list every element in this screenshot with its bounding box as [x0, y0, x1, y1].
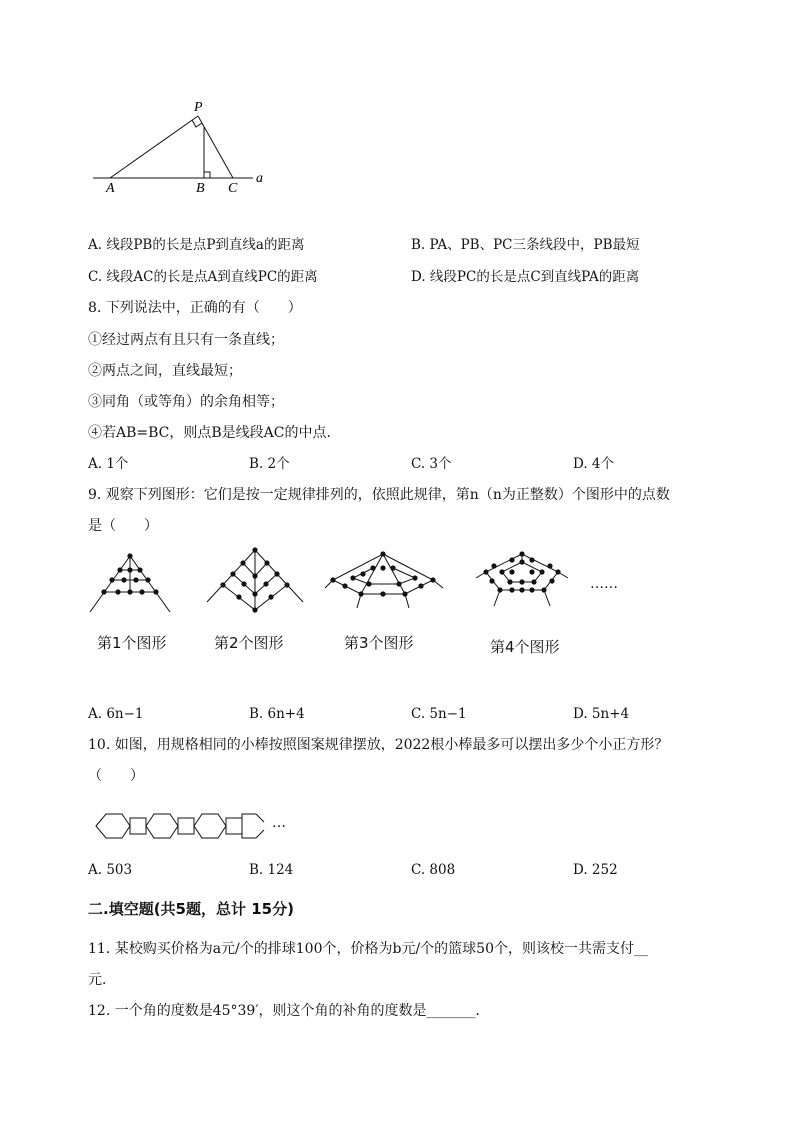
q9-pattern-figure-2	[205, 546, 305, 618]
label-a: a	[256, 171, 263, 186]
label-B: B	[196, 181, 205, 196]
q7-option-c[interactable]: C. 线段AC的长是点A到直线PC的距离	[88, 269, 318, 285]
q8-option-d[interactable]: D. 4个	[573, 456, 615, 472]
label-P: P	[194, 100, 203, 115]
segment-PC	[198, 116, 233, 178]
q8-statement-2: ②两点之间，直线最短；	[88, 363, 242, 379]
q10-stem-line2: （ ）	[88, 768, 144, 784]
q10-ellipsis: …	[272, 815, 286, 831]
q10-option-d[interactable]: D. 252	[573, 862, 618, 878]
q10-option-c[interactable]: C. 808	[411, 862, 456, 878]
q8-stem: 8. 下列说法中，正确的有（ ）	[88, 300, 302, 316]
segment-PA	[110, 116, 198, 178]
q8-statement-4: ④若AB=BC，则点B是线段AC的中点．	[88, 425, 341, 441]
q9-option-c[interactable]: C. 5n−1	[411, 706, 467, 722]
q9-option-a[interactable]: A. 6n−1	[88, 706, 144, 722]
q11-line2: 元．	[88, 972, 116, 988]
q9-pattern-figure-3	[325, 548, 450, 614]
q12-line1: 12. 一个角的度数是45°39′，则这个角的补角的度数是_______．	[88, 1003, 490, 1019]
q9-caption-2: 第2个图形	[214, 634, 284, 652]
q8-option-a[interactable]: A. 1个	[88, 456, 129, 472]
q9-ellipsis: ……	[590, 576, 618, 592]
right-angle-mark-B	[204, 172, 210, 178]
q7-option-a[interactable]: A. 线段PB的长是点P到直线a的距离	[88, 237, 305, 253]
q8-option-b[interactable]: B. 2个	[249, 456, 290, 472]
q7-option-b[interactable]: B. PA、PB、PC三条线段中，PB最短	[411, 237, 640, 253]
q11-line1: 11. 某校购买价格为a元/个的排球100个，价格为b元/个的篮球50个，则该校一共需支付__	[88, 941, 648, 957]
q10-option-a[interactable]: A. 503	[88, 862, 133, 878]
label-C: C	[228, 181, 238, 196]
q8-statement-3: ③同角（或等角）的余角相等；	[88, 394, 284, 410]
q9-pattern-figure-1	[88, 548, 188, 618]
q9-caption-1: 第1个图形	[97, 634, 167, 652]
q9-caption-4: 第4个图形	[490, 638, 560, 656]
q10-stem-line1: 10. 如图，用规格相同的小棒按照图案规律摆放，2022根小棒最多可以摆出多少个小正方形？	[88, 737, 669, 753]
q9-stem-line1: 9. 观察下列图形：它们是按一定规律排列的，依照此规律，第n（n为正整数）个图形中的点数	[88, 487, 670, 503]
q7-option-d[interactable]: D. 线段PC的长是点C到直线PA的距离	[411, 269, 640, 285]
q8-option-c[interactable]: C. 3个	[411, 456, 452, 472]
q10-hexagon-square-pattern	[90, 804, 270, 852]
label-A: A	[106, 181, 115, 196]
q7-triangle-figure	[88, 96, 288, 196]
q9-stem-line2: 是（ ）	[88, 518, 158, 534]
q9-caption-3: 第3个图形	[344, 634, 414, 652]
q10-option-b[interactable]: B. 124	[249, 862, 294, 878]
q9-option-d[interactable]: D. 5n+4	[573, 706, 630, 722]
q8-statement-1: ①经过两点有且只有一条直线；	[88, 332, 284, 348]
section-2-heading: 二.填空题(共5题，总计 15分)	[88, 900, 294, 918]
q9-pattern-figure-4	[470, 548, 580, 614]
q9-option-b[interactable]: B. 6n+4	[249, 706, 305, 722]
